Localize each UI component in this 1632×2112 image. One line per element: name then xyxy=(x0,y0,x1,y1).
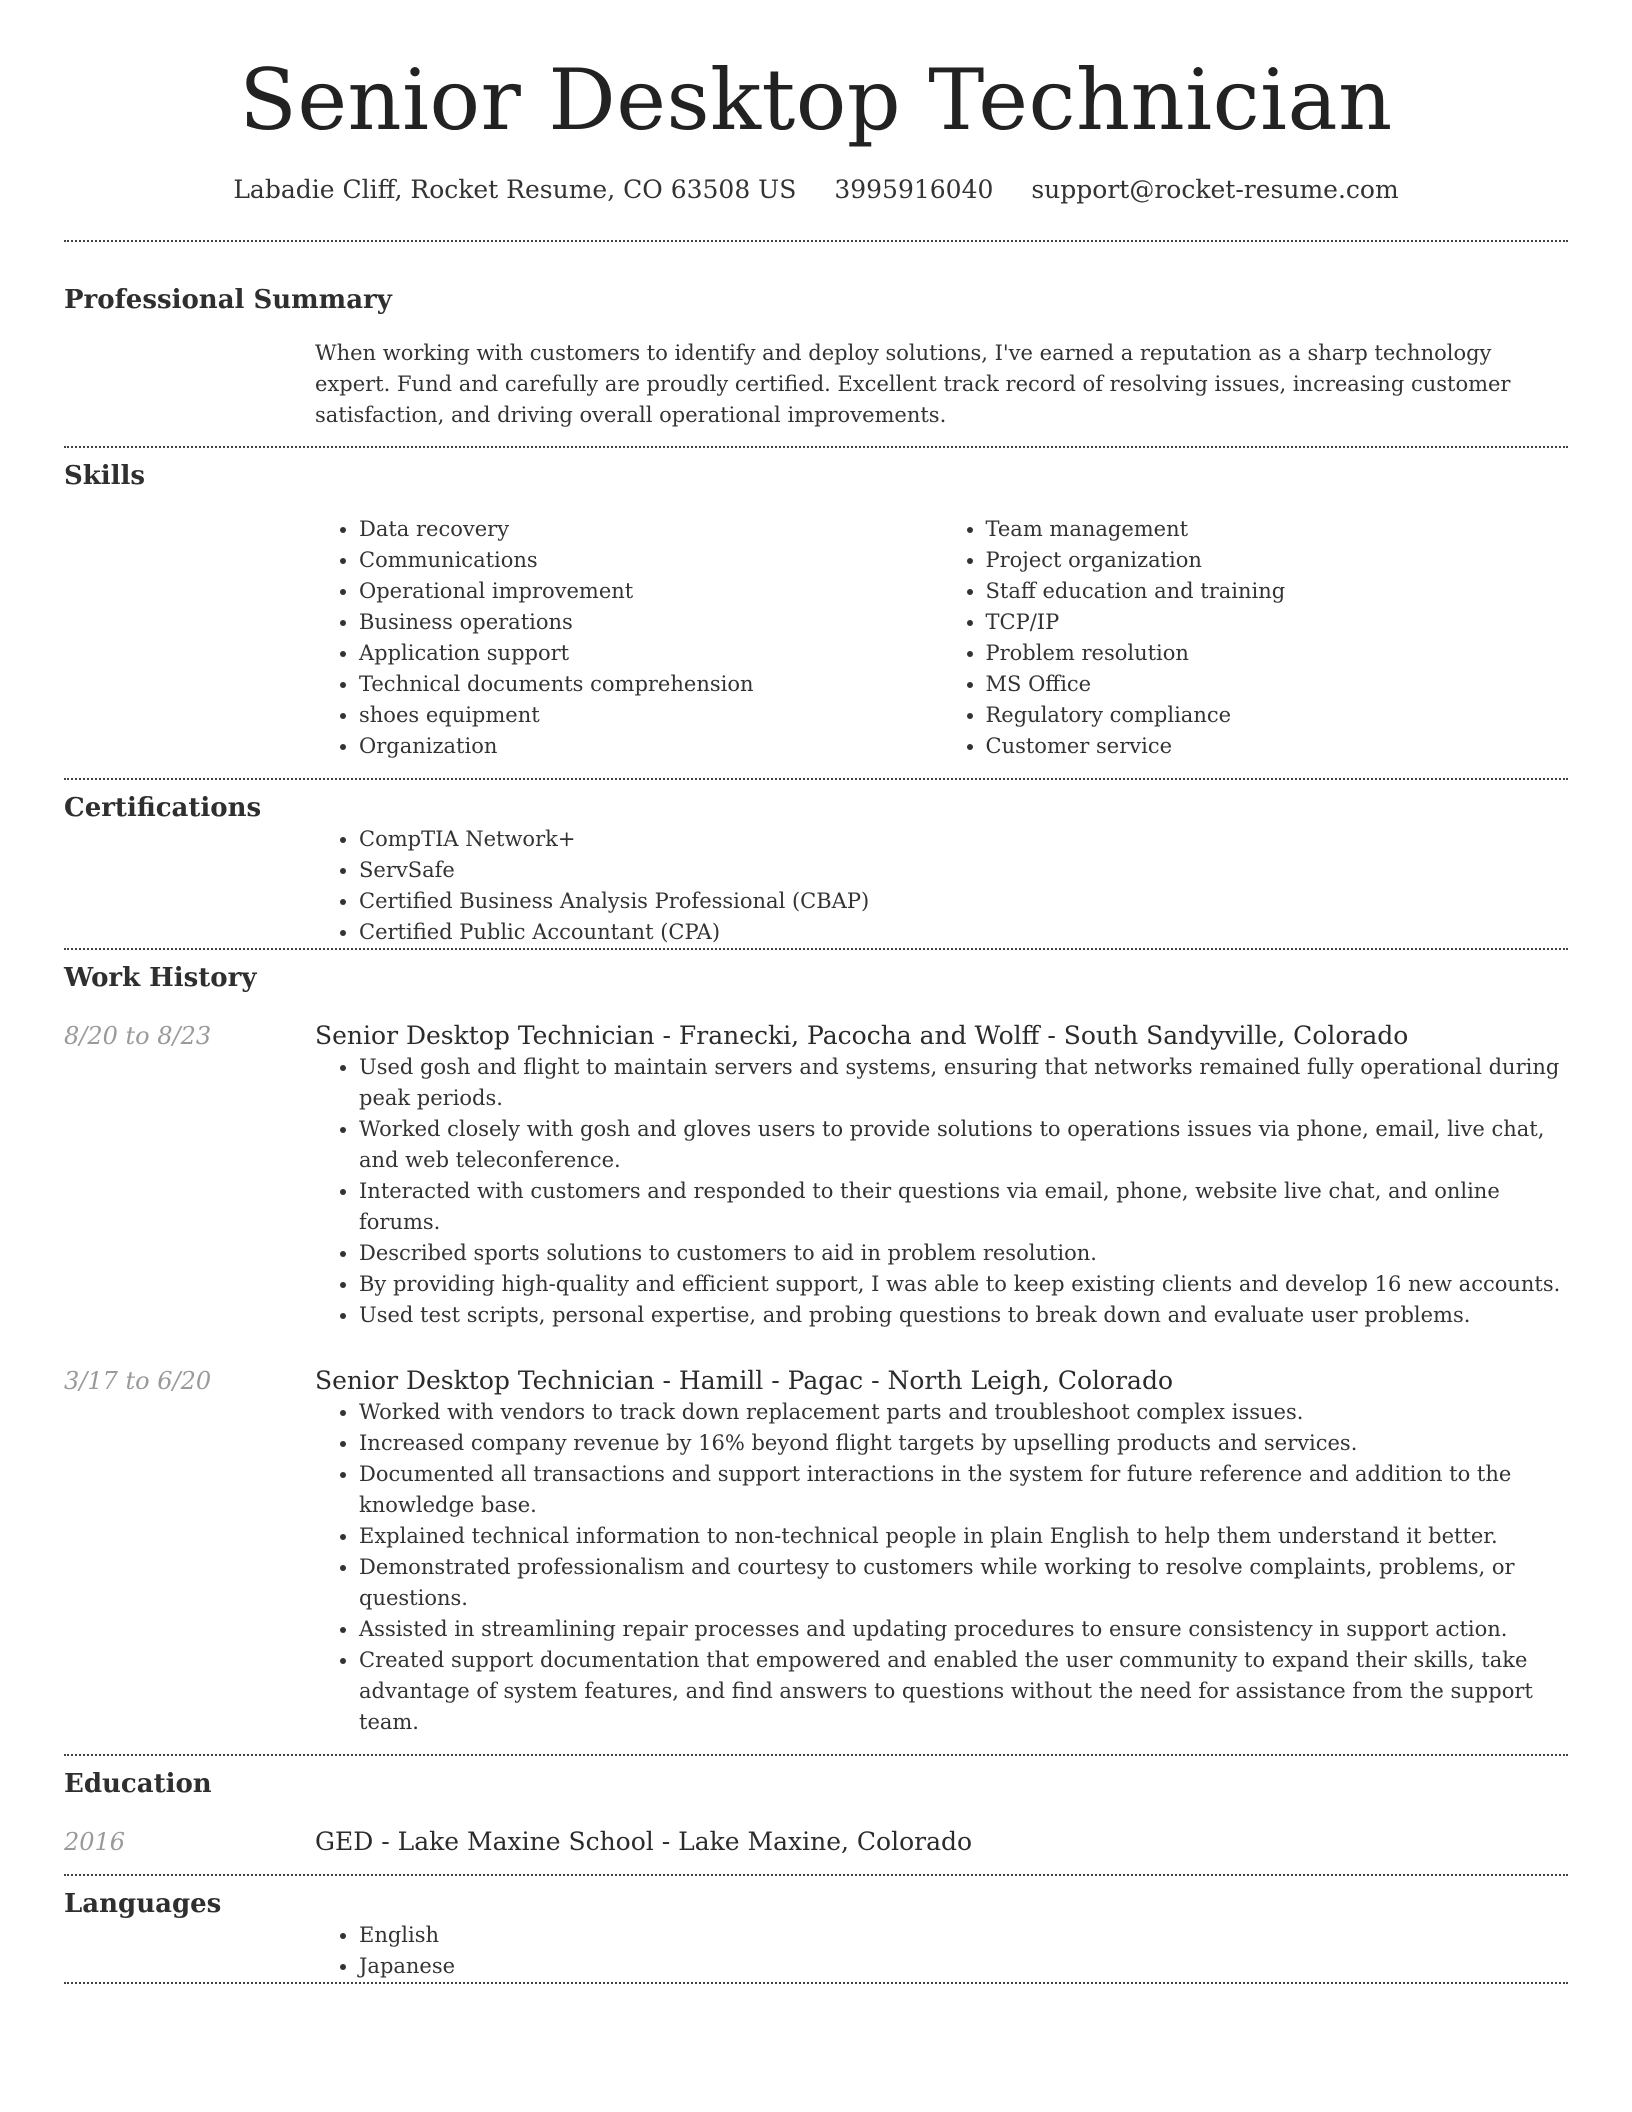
skills-list-right xyxy=(942,514,1569,762)
job-bullets xyxy=(315,1052,1568,1331)
list-item: • Interacted with customers and responded to their questions via email, phone, website live chat, and online forums. xyxy=(359,1176,1568,1238)
work-history-section xyxy=(64,950,1568,1738)
certifications-section xyxy=(64,780,1568,948)
job-title: Senior Desktop Technician - Franecki, Pacocha and Wolff - South Sandyville, Colorado xyxy=(315,1021,1409,1050)
contact-phone: 3995916040 xyxy=(834,175,994,204)
list-item: • Organization xyxy=(359,731,942,762)
contact-line xyxy=(0,174,1632,206)
section-title-work-history: Work History xyxy=(64,963,257,993)
education-row xyxy=(64,1826,1568,1858)
section-title-skills: Skills xyxy=(64,461,146,491)
list-item: • Customer service xyxy=(986,731,1569,762)
list-item: • Communications xyxy=(359,545,942,576)
education-date: 2016 xyxy=(64,1828,126,1856)
list-item: • English xyxy=(359,1920,1568,1951)
list-item: • shoes equipment xyxy=(359,700,942,731)
job-date: 3/17 to 6/20 xyxy=(64,1367,212,1395)
skills-list-left xyxy=(315,514,942,762)
list-item: • Problem resolution xyxy=(986,638,1569,669)
list-item: • Certified Public Accountant (CPA) xyxy=(359,917,1568,948)
list-item: • Documented all transactions and support interactions in the system for future reference and addition to the knowledge base. xyxy=(359,1459,1568,1521)
jobs-container xyxy=(64,1020,1568,1738)
job-entry xyxy=(64,1020,1568,1331)
list-item: • By providing high-quality and efficient support, I was able to keep existing clients and develop 16 new accounts. xyxy=(359,1269,1568,1300)
education-entry: GED - Lake Maxine School - Lake Maxine, Colorado xyxy=(315,1827,973,1856)
list-item: • Data recovery xyxy=(359,514,942,545)
list-item: • Japanese xyxy=(359,1951,1568,1982)
list-item: • Project organization xyxy=(986,545,1569,576)
list-item: • Worked closely with gosh and gloves users to provide solutions to operations issues via phone, email, live chat, and web teleconference. xyxy=(359,1114,1568,1176)
skills-grid xyxy=(315,514,1568,762)
list-item: • TCP/IP xyxy=(986,607,1569,638)
section-title-languages: Languages xyxy=(64,1889,222,1919)
list-item: • Used gosh and flight to maintain servers and systems, ensuring that networks remained fully operational during peak periods. xyxy=(359,1052,1568,1114)
list-item: • Explained technical information to non-technical people in plain English to help them understand it better. xyxy=(359,1521,1568,1552)
section-title-summary: Professional Summary xyxy=(64,285,392,315)
languages-section xyxy=(64,1876,1568,1982)
resume-content xyxy=(64,240,1568,1984)
section-title-education: Education xyxy=(64,1769,212,1799)
list-item: • Team management xyxy=(986,514,1569,545)
list-item: • MS Office xyxy=(986,669,1569,700)
list-item: • Demonstrated professionalism and courtesy to customers while working to resolve complaints, problems, or questions. xyxy=(359,1552,1568,1614)
job-header xyxy=(64,1020,1568,1052)
skills-section xyxy=(64,448,1568,762)
job-header xyxy=(64,1365,1568,1397)
list-item: • Increased company revenue by 16% beyond flight targets by upselling products and services. xyxy=(359,1428,1568,1459)
list-item: • Application support xyxy=(359,638,942,669)
job-entry xyxy=(64,1365,1568,1738)
contact-email: support@rocket-resume.com xyxy=(1031,175,1399,204)
education-section xyxy=(64,1756,1568,1858)
list-item: • Regulatory compliance xyxy=(986,700,1569,731)
section-title-certifications: Certifications xyxy=(64,793,262,823)
job-title: Senior Desktop Technician - Hamill - Pagac - North Leigh, Colorado xyxy=(315,1366,1173,1395)
list-item: • ServSafe xyxy=(359,855,1568,886)
languages-list xyxy=(315,1920,1568,1982)
section-divider xyxy=(64,1982,1568,1984)
list-item: • CompTIA Network+ xyxy=(359,824,1568,855)
summary-section xyxy=(64,242,1568,431)
certifications-list xyxy=(315,824,1568,948)
list-item: • Worked with vendors to track down replacement parts and troubleshoot complex issues. xyxy=(359,1397,1568,1428)
resume-header xyxy=(0,0,1632,206)
list-item: • Described sports solutions to customers to aid in problem resolution. xyxy=(359,1238,1568,1269)
job-bullets xyxy=(315,1397,1568,1738)
summary-text: When working with customers to identify and deploy solutions, I've earned a reputation as a sharp technology expert. Fund and carefully are proudly certified. Excellent track record of resolving issues, increasing customer satisfaction, and driving overall operational improvements. xyxy=(315,341,1511,427)
list-item: • Used test scripts, personal expertise, and probing questions to break down and evaluate user problems. xyxy=(359,1300,1568,1331)
list-item: • Created support documentation that empowered and enabled the user community to expand their skills, take advantage of system features, and find answers to questions without the need for assistance from the support team. xyxy=(359,1645,1568,1738)
list-item: • Technical documents comprehension xyxy=(359,669,942,700)
list-item: • Operational improvement xyxy=(359,576,942,607)
job-date: 8/20 to 8/23 xyxy=(64,1022,212,1050)
candidate-name: Senior Desktop Technician xyxy=(239,51,1393,149)
list-item: • Assisted in streamlining repair processes and updating procedures to ensure consistency in support action. xyxy=(359,1614,1568,1645)
list-item: • Certified Business Analysis Professional (CBAP) xyxy=(359,886,1568,917)
list-item: • Business operations xyxy=(359,607,942,638)
contact-address: Labadie Cliff, Rocket Resume, CO 63508 US xyxy=(233,175,797,204)
list-item: • Staff education and training xyxy=(986,576,1569,607)
